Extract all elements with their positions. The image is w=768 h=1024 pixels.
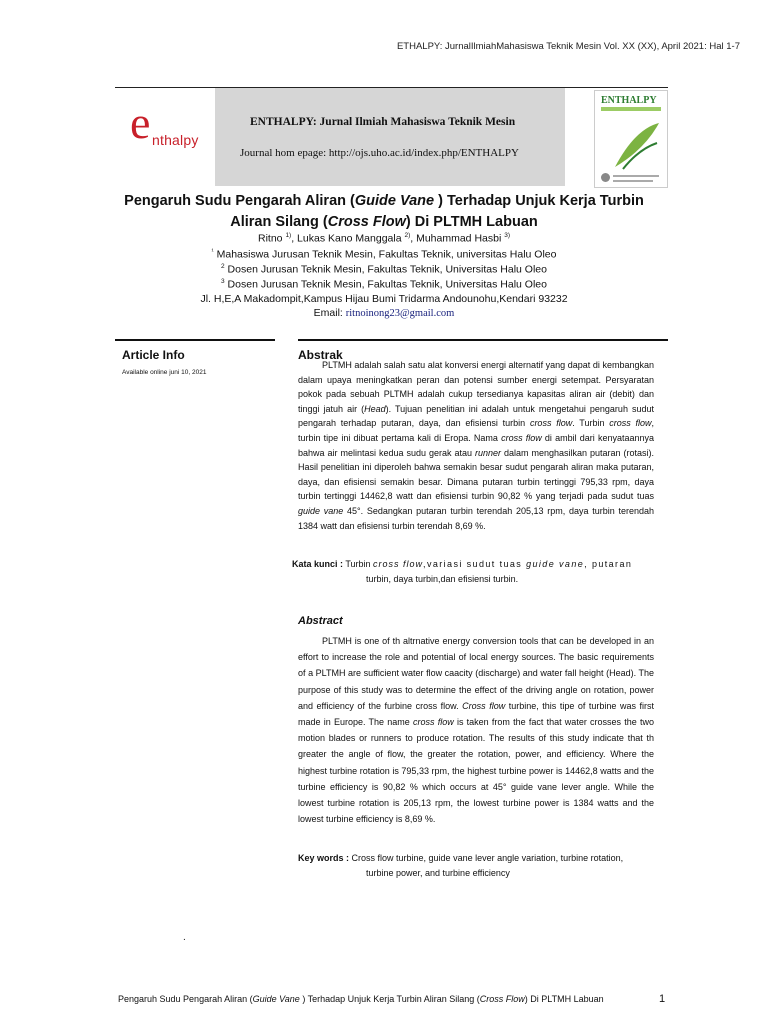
page-number: 1 — [659, 993, 666, 1005]
affiliation-1: $^{^1}$ Mahasiswa Jurusan Teknik Mesin, Fakultas Teknik, universitas Halu Oleo — [211, 248, 557, 261]
keywords-cont: turbine power, and turbine efficiency — [366, 868, 510, 878]
journal-homepage[interactable]: Journal hom epage: http://ojs.uho.ac.id/index.php/ENTHALPY — [240, 147, 519, 159]
cover-title: ENTHALPY — [601, 95, 657, 106]
article-info-heading: Article Info — [122, 348, 185, 362]
available-online-date: Available online juni 10, 2021 — [122, 369, 207, 376]
logo-text: nthalpy — [152, 132, 199, 148]
address: Jl. H,E,A Makadompit,Kampus Hijau Bumi Tridarma Andounohu,Kendari 93232 — [200, 293, 568, 305]
cover-text-line — [613, 175, 659, 177]
journal-banner — [215, 88, 565, 186]
kata-kunci-cont: turbin, daya turbin,dan efisiensi turbin. — [366, 574, 519, 584]
journal-logo — [130, 97, 210, 158]
affiliation-2: $^2$ Dosen Jurusan Teknik Mesin, Fakultas Teknik, Universitas Halu Oleo — [221, 263, 547, 276]
authors: Ritno $^{1)}$, Lukas Kano Manggala $^{2)}$, Muhammad Hasbi $^{3)}$ — [258, 232, 510, 245]
paper-title: Pengaruh Sudu Pengarah Aliran (Guide Vane ) Terhadap Unjuk Kerja Turbin Aliran Silang (Cross Flow) Di PLTMH Labuan — [124, 193, 644, 230]
cover-text-line — [613, 180, 653, 182]
journal-cover-image — [594, 90, 668, 188]
abstrak-heading: Abstrak — [298, 348, 343, 362]
journal-name: ENTHALPY: Jurnal Ilmiah Mahasiswa Teknik Mesin — [250, 116, 516, 128]
abstract-rule — [298, 339, 668, 341]
running-header: ETHALPY: JurnalIlmiahMahasiswa Teknik Mesin Vol. XX (XX), April 2021: Hal 1-7 — [396, 41, 740, 52]
email-link[interactable]: ritnoinong23@gmail.com — [345, 308, 455, 319]
logo-letter: e — [130, 97, 151, 148]
abstract-body: PLTMH is one of th altrnative energy conversion tools that can be developed in an effort to increase the role and potential of local energy sources. The basic requirements of a PLTMH are sufficient water flow caacity (discharge) and water fall height (Head). The purpose of this study was to determine the effect of the driving angle on rotation, power and efficiency of the furbine cross flow. Cross flow turbine, this tipe of turbine was first made in Europe. The name cross flow is taken from the fact that water crosses the two motion blades or runners to produce rotation. The results of this study indicate that th greater the angle of flow, the greater the rotation, power, and efficiency. Where the highest turbine rotation is 795,33 rpm, the highest turbine power is 14462,8 watts and the turbine efficiency is 90,82 % which occurs at 45° guide vane lever angle. While the lowest turbine rotation is 205,13 rpm, the lowest turbine power is 1384 watts and the lowest turbine efficiency is 8,69 %. — [298, 636, 654, 825]
kata-kunci: Kata kunci : Turbin cross flow,variasi sudut tuas guide vane, putaran — [292, 559, 633, 569]
keywords: Key words : Cross flow turbine, guide vane lever angle variation, turbine rotation, — [298, 853, 624, 863]
cover-subtitle-bar — [601, 107, 661, 111]
abstrak-body: PLTMH adalah salah satu alat konversi energi alternatif yang dapat di kembangkan dalam upaya meningkatkan peran dan potensi sumber energi setempat. Persyaratan pokok pada sebuah PLTMH adalah cukup tersedianya kapasitas aliran air (debit) dan tinggi jatuh air (Head). Tujuan penelitian ini adalah untuk mengetahui pengaruh sudut pengarah terhadap putaran, daya, dan efisiensi turbin cross flow. Turbin cross flow, turbin tipe ini dibuat pertama kali di Eropa. Nama cross flow di ambil dari kenyataannya bahwa air melintasi kedua sudu gerak atau runner dalam menghasilkan putaran (rotasi). Hasil penelitian ini diperoleh bahwa semakin besar sudut pengarah aliran maka putaran, daya, dan efisiensi semakin besar. Dimana putaran turbin tertinggi 795,33 rpm, daya turbin tertinggi 14462,8 watt dan efisiensi turbin 90,82 % yang terjadi pada sudut tuas guide vane 45°. Sedangkan putaran turbin terendah 205,13 rpm, daya turbin terendah 1384 watt dan efisiensi turbin terendah 8,69 %. — [298, 360, 655, 531]
stray-mark: . — [183, 932, 186, 943]
email-line: Email: ritnoinong23@gmail.com — [313, 307, 455, 319]
article-info-rule — [115, 339, 275, 341]
footer-title: Pengaruh Sudu Pengarah Aliran (Guide Vane ) Terhadap Unjuk Kerja Turbin Aliran Silang (Cross Flow) Di PLTMH Labuan — [118, 994, 604, 1004]
university-seal-icon — [601, 173, 610, 182]
cover-leaf-graphic — [605, 119, 661, 171]
abstract-heading: Abstract — [298, 615, 343, 627]
affiliation-3: $^3$ Dosen Jurusan Teknik Mesin, Fakultas Teknik, Universitas Halu Oleo — [221, 278, 547, 291]
